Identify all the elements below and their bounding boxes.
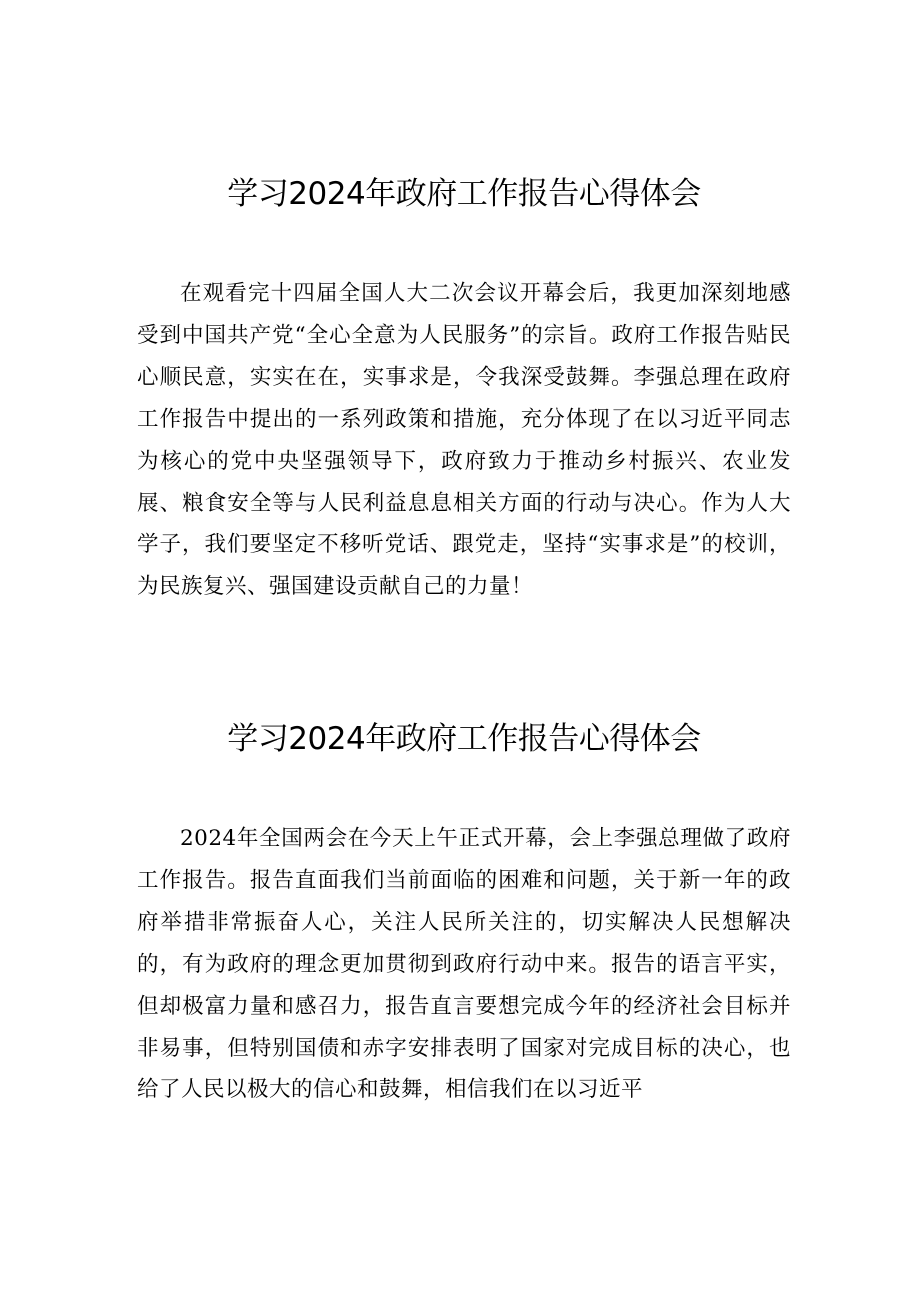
article-section-1 bbox=[137, 171, 791, 608]
article-title: 学习2024年政府工作报告心得体会 bbox=[227, 721, 701, 757]
article-title: 学习2024年政府工作报告心得体会 bbox=[227, 176, 701, 212]
article-paragraph: 2024年全国两会在今天上午正式开幕，会上李强总理做了政府工作报告。报告直面我们当前面临的困难和问题，关于新一年的政府举措非常振奋人心，关注人民所关注的，切实解决人民想解决的，有为政府的理念更加贯彻到政府行动中来。报告的语言平实，但却极富力量和感召力，报告直言要想完成今年的经济社会目标并非易事，但特别国债和赤字安排表明了国家对完成目标的决心，也给了人民以极大的信心和鼓舞，相信我们在以习近平 bbox=[137, 826, 791, 1103]
article-section-2 bbox=[137, 716, 791, 1111]
article-paragraph: 在观看完十四届全国人大二次会议开幕会后，我更加深刻地感受到中国共产党“全心全意为人民服务”的宗旨。政府工作报告贴民心顺民意，实实在在，实事求是，令我深受鼓舞。李强总理在政府工作报告中提出的一系列政策和措施，充分体现了在以习近平同志为核心的党中央坚强领导下，政府致力于推动乡村振兴、农业发展、粮食安全等与人民利益息息相关方面的行动与决心。作为人大学子，我们要坚定不移听党话、跟党走，坚持“实事求是”的校训，为民族复兴、强国建设贡献自己的力量！ bbox=[137, 281, 791, 600]
